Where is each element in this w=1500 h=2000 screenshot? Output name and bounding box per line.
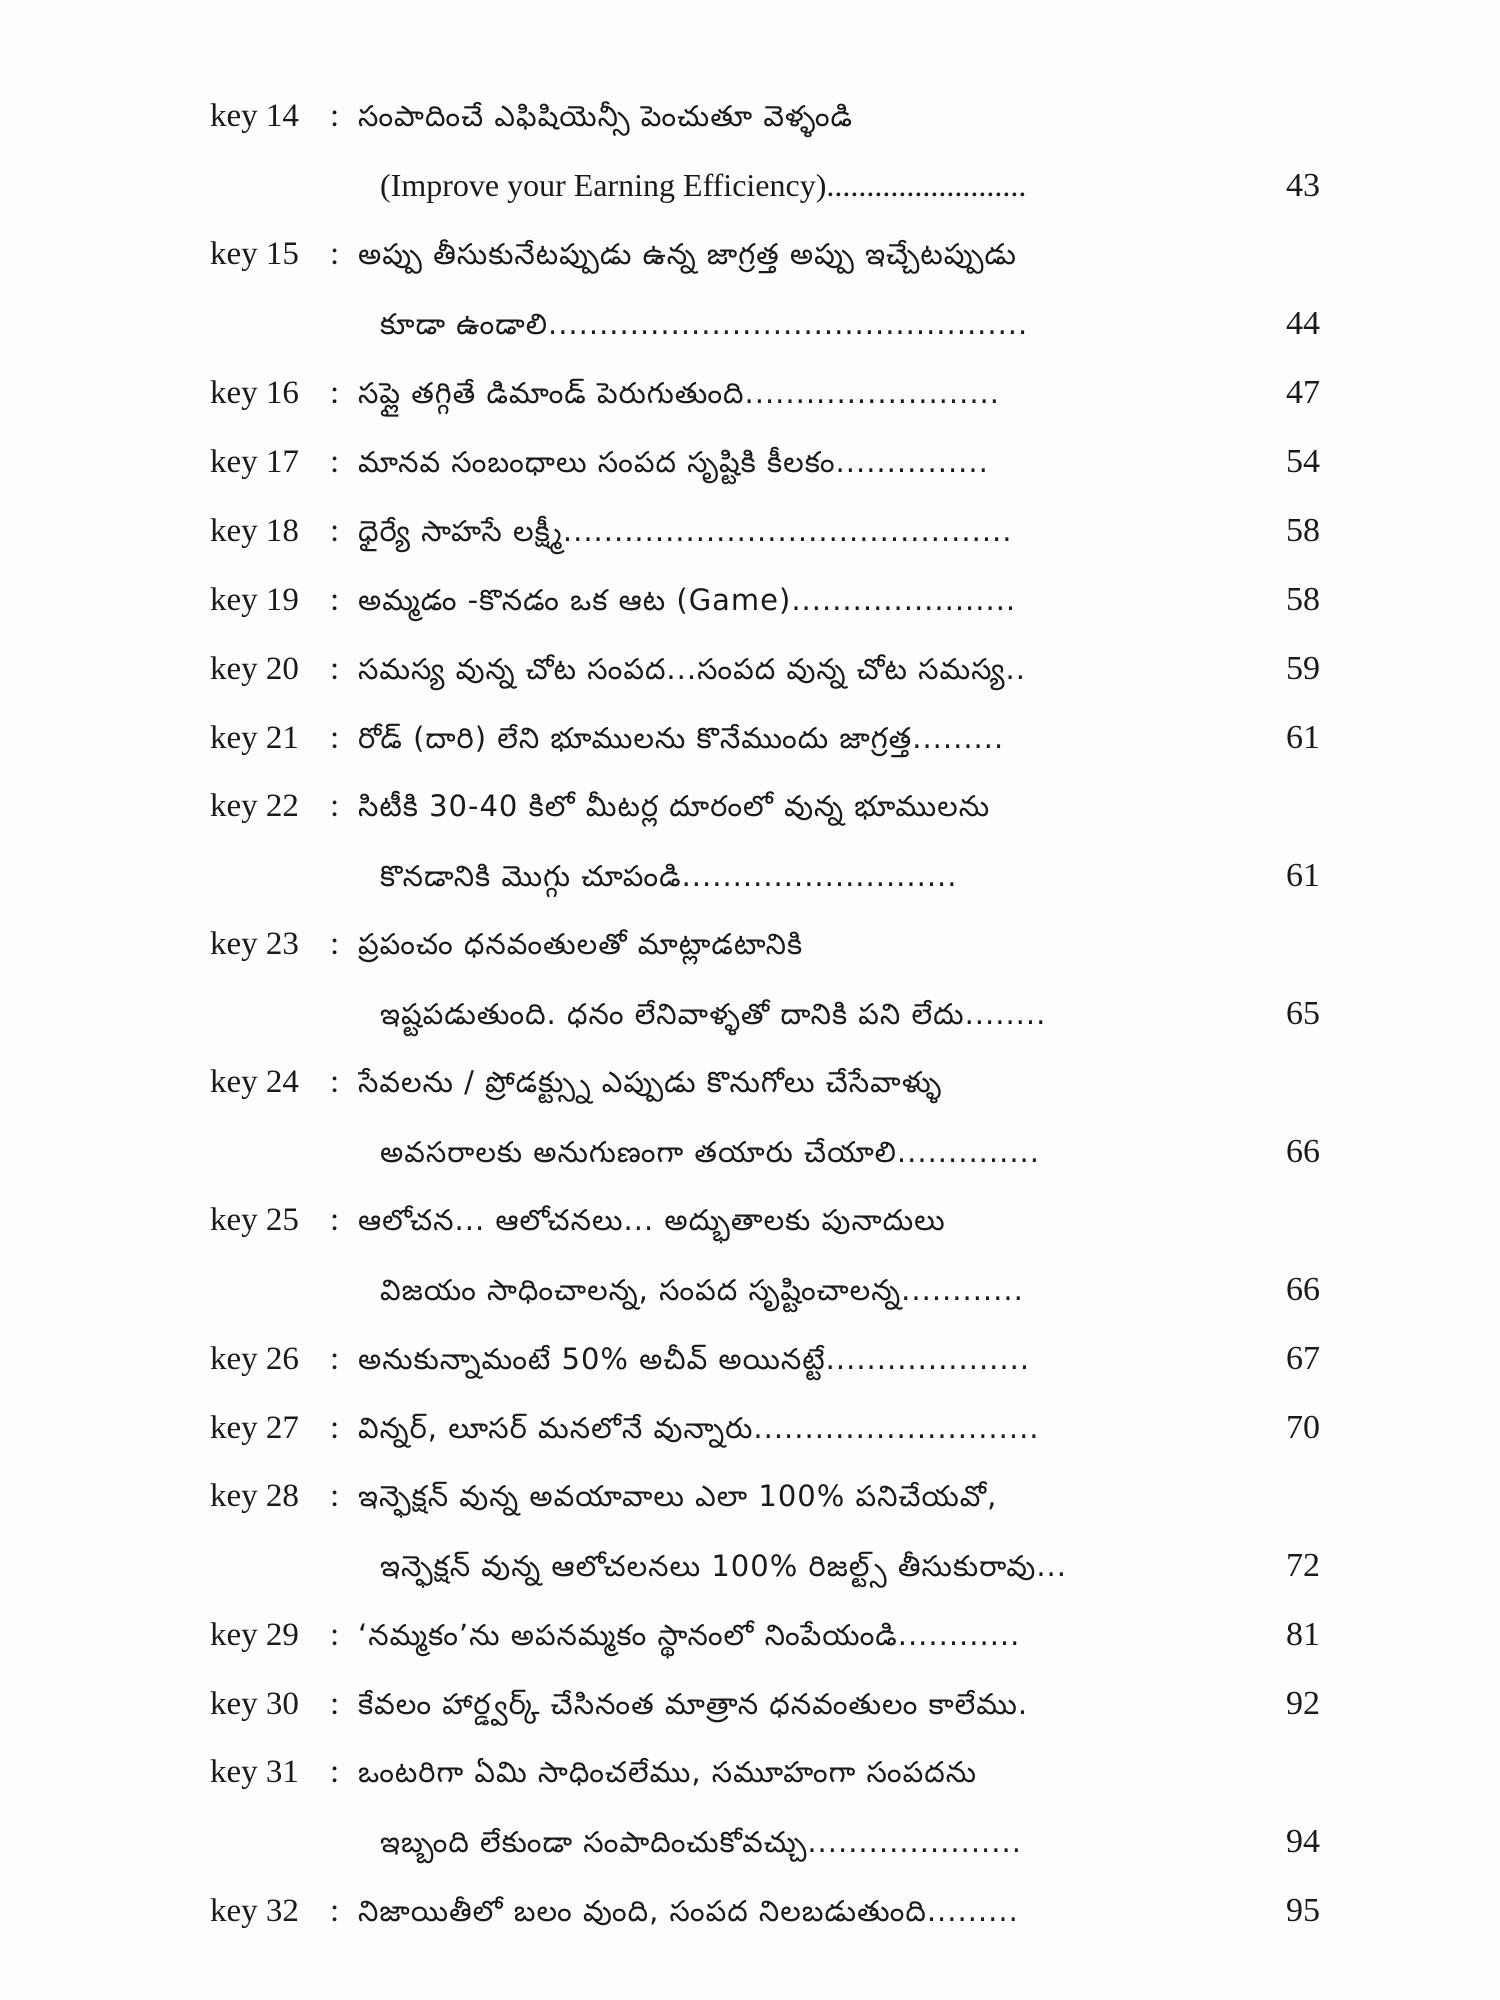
toc-entry-line [210,1807,1320,1876]
toc-entry-line [210,1876,1320,1945]
toc-key-separator: : [330,1893,340,1929]
toc-page-number: 66 [1286,1133,1320,1170]
toc-entry-line [210,1462,1320,1531]
toc-entry [210,1048,1320,1186]
toc-entry-title: ఇన్ఫెక్షన్ వున్న ఆలోచలనలు 100% రిజల్ట్స్ తీసుకురావు... [380,1549,1067,1583]
toc-page-number: 43 [1286,167,1320,204]
toc-page-number: 61 [1286,857,1320,894]
toc-key-separator: : [330,1478,340,1514]
toc-entry-line [210,703,1320,772]
toc-entry-title: రోడ్ (దారి) లేని భూములను కొనేముందు జాగ్రత్త......... [358,721,1005,755]
toc-entry-line [210,1324,1320,1393]
toc-entry [210,565,1320,634]
toc-key-label: key 19 [210,582,299,618]
toc-key-separator: : [330,1202,340,1238]
toc-key-label: key 21 [210,720,299,756]
toc-entry [210,496,1320,565]
toc-key-separator: : [330,98,340,134]
toc-entry-line [210,427,1320,496]
toc-page-number: 47 [1286,374,1320,411]
toc-entry-title: ఒంటరిగా ఏమి సాధించలేము, సమూహంగా సంపదను [358,1755,978,1789]
toc-entry [210,703,1320,772]
toc-key-label: key 23 [210,926,299,962]
toc-entry [210,82,1320,220]
toc-entry-line [210,910,1320,979]
toc-key-separator: : [330,1617,340,1653]
toc-entry-title: అవసరాలకు అనుగుణంగా తయారు చేయాలి.............. [380,1135,1040,1169]
toc-page-number: 81 [1286,1616,1320,1653]
toc-key-separator: : [330,926,340,962]
toc-entry-line [210,565,1320,634]
toc-key-label: key 16 [210,375,299,411]
toc-page-number: 65 [1286,995,1320,1032]
toc-entry-line [210,1186,1320,1255]
toc-key-label: key 25 [210,1202,299,1238]
toc-entry-line [210,289,1320,358]
toc-entry-title: అనుకున్నామంటే 50% అచీవ్ అయినట్టే.................... [358,1342,1031,1376]
toc-entry [210,634,1320,703]
toc-entry-line [210,1600,1320,1669]
toc-entry-line [210,634,1320,703]
toc-entry-title: ఆలోచన... ఆలోచనలు... అద్భుతాలకు పునాదులు [358,1203,946,1237]
toc-entry-title: సంపాదించే ఎఫిషియెన్సీ పెంచుతూ వెళ్ళండి [358,99,854,133]
toc-entry [210,220,1320,358]
toc-entry [210,1462,1320,1600]
toc-entry-line [210,1048,1320,1117]
toc-key-label: key 14 [210,98,299,134]
toc-key-separator: : [330,1064,340,1100]
toc-key-separator: : [330,720,340,756]
toc-page-number: 61 [1286,719,1320,756]
toc-entry [210,427,1320,496]
toc-key-label: key 29 [210,1617,299,1653]
toc-key-separator: : [330,1410,340,1446]
toc-key-label: key 32 [210,1893,299,1929]
toc-entry-line [210,841,1320,910]
toc-entry-title: ధైర్యే సాహసే లక్ష్మీ............................................ [358,514,1013,548]
toc-page-number: 92 [1286,1685,1320,1722]
toc-entry-title: ఇన్ఫెక్షన్ వున్న అవయావాలు ఎలా 100% పనిచేయవో, [358,1479,998,1513]
toc-page-number: 72 [1286,1547,1320,1584]
toc-key-separator: : [330,651,340,687]
toc-entry-line [210,358,1320,427]
toc-entry [210,1393,1320,1462]
toc-page-number: 58 [1286,581,1320,618]
toc-entry [210,910,1320,1048]
toc-key-separator: : [330,788,340,824]
toc-entry-line [210,151,1320,220]
toc-entry-title: (Improve your Earning Efficiency)......................... [380,167,1027,203]
toc-entry-line [210,1117,1320,1186]
toc-entry [210,1738,1320,1876]
toc-key-label: key 31 [210,1754,299,1790]
toc-key-label: key 26 [210,1341,299,1377]
toc-key-label: key 27 [210,1410,299,1446]
toc-key-separator: : [330,1341,340,1377]
toc-entry-title: కూడా ఉండాలి............................................... [380,307,1029,341]
toc-key-separator: : [330,444,340,480]
toc-key-separator: : [330,1686,340,1722]
toc-page-number: 66 [1286,1271,1320,1308]
toc-entry-title: విజయం సాధించాలన్న, సంపద సృష్టించాలన్న............ [380,1273,1024,1307]
toc-entry-line [210,1531,1320,1600]
toc-entry [210,358,1320,427]
toc-page-number: 70 [1286,1409,1320,1446]
toc-entry-title: ‘నమ్మకం’ను అపనమ్మకం స్థానంలో నింపేయండి............ [358,1618,1021,1652]
toc-entry-line [210,220,1320,289]
toc-entry-title: అప్పు తీసుకునేటప్పుడు ఉన్న జాగ్రత్త అప్పు ఇచ్చేటప్పుడు [358,237,1017,271]
toc-page-number: 94 [1286,1823,1320,1860]
toc-entry-line [210,496,1320,565]
toc-entry-title: ఇబ్బంది లేకుండా సంపాదించుకోవచ్చు..................... [380,1825,1022,1859]
toc-entry-line [210,1669,1320,1738]
toc-key-separator: : [330,513,340,549]
toc-page-number: 58 [1286,512,1320,549]
toc-entry-title: సేవలను / ప్రోడక్ట్స్ను ఎప్పుడు కొనుగోలు చేసేవాళ్ళు [358,1065,943,1099]
toc-entry-title: కొనడానికి మొగ్గు చూపండి........................... [380,859,958,893]
toc-page-number: 59 [1286,650,1320,687]
toc-key-separator: : [330,1754,340,1790]
toc-page-number: 44 [1286,305,1320,342]
toc-entry-title: మానవ సంబంధాలు సంపద సృష్టికి కీలకం............... [358,445,989,479]
toc-key-label: key 17 [210,444,299,480]
toc-page-number: 67 [1286,1340,1320,1377]
toc-entry [210,1186,1320,1324]
toc-key-separator: : [330,236,340,272]
toc-key-label: key 28 [210,1478,299,1514]
toc-entry-title: అమ్మడం -కొనడం ఒక ఆట (Game)...................... [358,583,1017,617]
toc-key-label: key 22 [210,788,299,824]
toc-entry-title: సప్లై తగ్గితే డిమాండ్ పెరుగుతుంది......................... [358,376,1000,410]
toc-entry-line [210,979,1320,1048]
toc-page-number: 54 [1286,443,1320,480]
toc-page-number: 95 [1286,1892,1320,1929]
toc-entry [210,1324,1320,1393]
toc-key-separator: : [330,375,340,411]
toc-key-label: key 30 [210,1686,299,1722]
toc-entry-line [210,1255,1320,1324]
toc-entry-title: ఇష్టపడుతుంది. ధనం లేనివాళ్ళతో దానికి పని లేదు........ [380,997,1047,1031]
toc-key-label: key 18 [210,513,299,549]
toc-entry-line [210,1393,1320,1462]
toc-key-label: key 20 [210,651,299,687]
toc-entry-line [210,1738,1320,1807]
toc-entry [210,772,1320,910]
toc-entry-title: సమస్య వున్న చోట సంపద...సంపద వున్న చోట సమస్య.. [358,652,1026,686]
toc-entry [210,1600,1320,1669]
toc-entry [210,1876,1320,1945]
toc-key-label: key 24 [210,1064,299,1100]
toc-entry-title: సిటీకి 30-40 కిలో మీటర్ల దూరంలో వున్న భూములను [358,789,991,823]
toc-key-separator: : [330,582,340,618]
table-of-contents [210,82,1320,1945]
toc-entry-title: ప్రపంచం ధనవంతులతో మాట్లాడటానికి [358,927,804,961]
toc-entry-line [210,82,1320,151]
toc-entry-title: కేవలం హార్డ్వర్క్ చేసినంత మాత్రాన ధనవంతులం కాలేము. [358,1687,1029,1721]
toc-entry-title: విన్నర్, లూసర్ మనలోనే వున్నారు............................ [358,1411,1040,1445]
toc-entry [210,1669,1320,1738]
toc-entry-title: నిజాయితీలో బలం వుంది, సంపద నిలబడుతుంది......... [358,1894,1019,1928]
toc-entry-line [210,772,1320,841]
toc-key-label: key 15 [210,236,299,272]
